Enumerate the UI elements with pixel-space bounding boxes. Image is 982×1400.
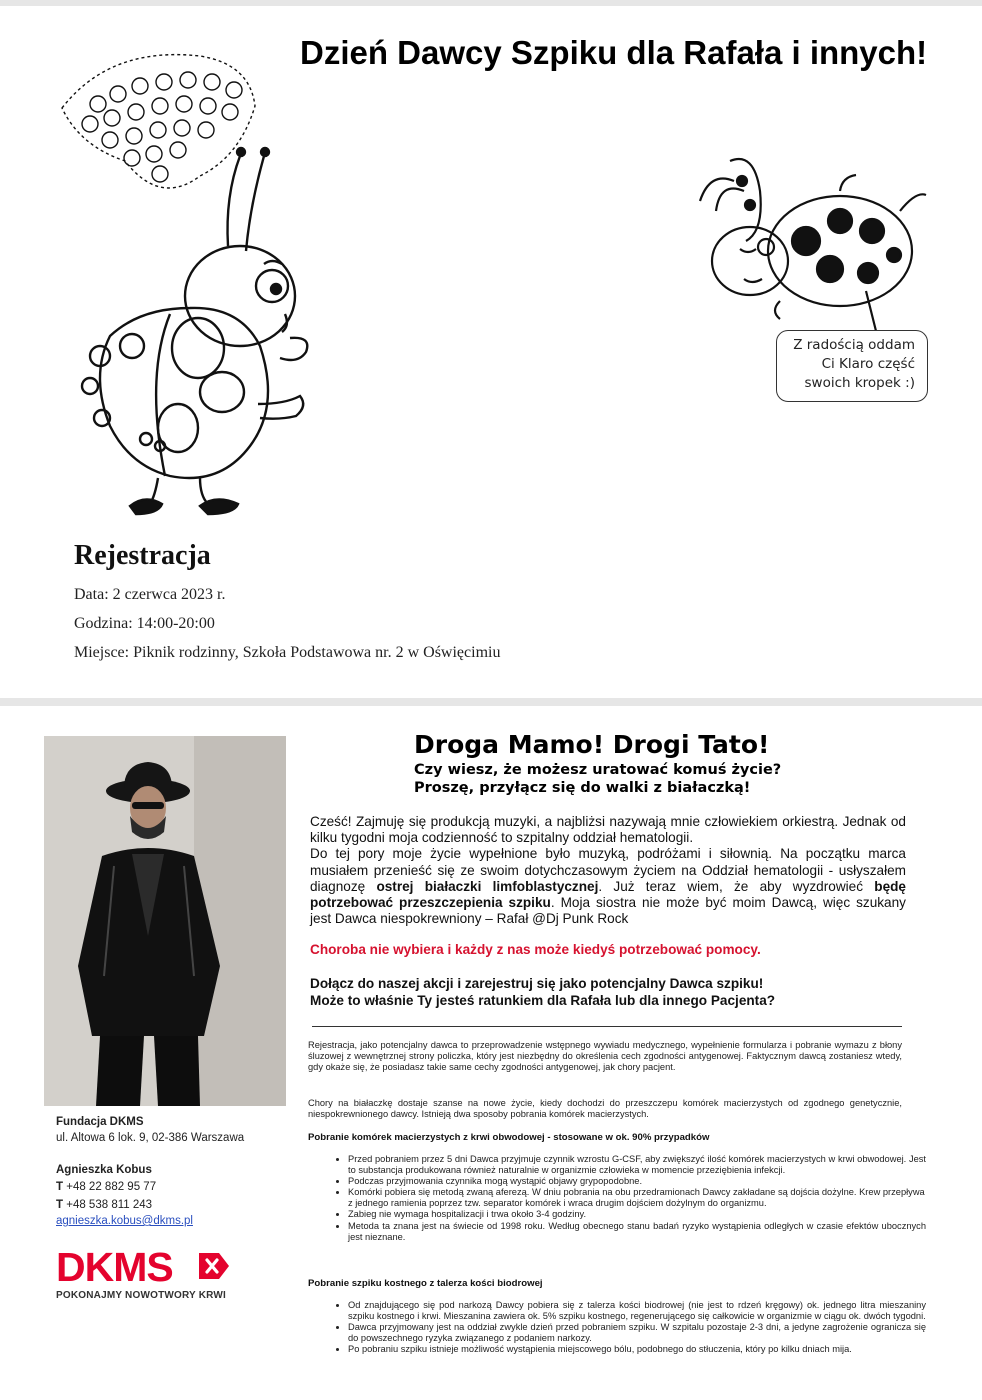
warning-text: Choroba nie wybiera i każdy z nas może kiedyś potrzebować pomocy.: [310, 942, 761, 957]
letter-subtitle-2: Proszę, przyłącz się do walki z białaczką!: [414, 780, 751, 796]
flyer-title: Dzień Dawcy Szpiku dla Rafała i innych!: [300, 34, 928, 71]
intro-text: . Już teraz wiem, że aby wyzdrowieć: [598, 878, 875, 894]
registration-time: Godzina: 14:00-20:00: [74, 615, 215, 632]
phone-number: +48 22 882 95 77: [66, 1181, 157, 1193]
list-item: • Zabieg nie wymaga hospitalizacji i trwa około 3-4 godziny.: [348, 1209, 926, 1220]
contact-person: Agnieszka Kobus: [56, 1164, 152, 1176]
info-paragraph-2: [308, 1098, 902, 1120]
logo-cross-icon: [197, 1249, 231, 1283]
list-item: • Podczas przyjmowania czynnika mogą wystąpić objawy grypopodobne.: [348, 1176, 926, 1187]
phone-label: T: [56, 1181, 64, 1193]
intro-text: Do tej pory moje życie wypełnione było muzyką, podróżami i siłownią. Na początku marca musiałem przenieść się ze swoim dotychczasowym życiem na Oddział hematologii - usłyszałem diagnozę: [310, 846, 906, 894]
registration-heading: Rejestracja: [74, 540, 211, 571]
letter-intro: [310, 814, 906, 927]
method-1-list: [324, 1154, 926, 1243]
cta-line-1: Dołącz do naszej akcji i zarejestruj się jako potencjalny Dawca szpiku!: [310, 976, 764, 991]
speech-bubble: Z radością oddam Ci Klaro część swoich kropek :): [776, 330, 928, 402]
info-text: Chory na białaczkę dostaje szanse na nowe życie, kiedy dochodzi do przeszczepu komórek macierzystych od zgodnego genetycznie, niespokrewnionego dawcy. Istnieją dwa sposoby pobrania komórek macierzystych.: [308, 1098, 902, 1120]
divider: [312, 1026, 902, 1027]
logo-wordmark: DKMS: [56, 1244, 173, 1290]
method-1-heading: Pobranie komórek macierzystych z krwi obwodowej - stosowane w ok. 90% przypadków: [308, 1132, 710, 1143]
method-2-heading: Pobranie szpiku kostnego z talerza kości biodrowej: [308, 1278, 543, 1289]
intro-emphasis: ostrej białaczki limfoblastycznej: [376, 878, 599, 894]
page-gap: [0, 698, 982, 706]
list-item: • Metoda ta znana jest na świecie od 1998 roku. Według obecnego stanu badań ryzyko wystąpienia odległych w czasie efektów ubocznych jest nieznane.: [348, 1221, 926, 1243]
intro-text: . Moja siostra nie może być moim Dawcą, więc szukany jest Dawca niespokrewniony – Rafał @Dj Punk Rock: [310, 895, 906, 927]
ladybug-cartoon-icon: [50, 46, 370, 516]
list-item: • Przed pobraniem przez 5 dni Dawca przyjmuje czynnik wzrostu G-CSF, aby zwiększyć ilość komórek macierzystych w krwi obwodowej. Jest to substancja produkowana również naturalnie w organizmie człowieka w momencie przeziębienia infekcji.: [348, 1154, 926, 1176]
intro-emphasis: będę potrzebować przeszczepienia szpiku: [310, 878, 906, 911]
letter-title: Droga Mamo! Drogi Tato!: [414, 730, 770, 759]
list-item: • Dawca przyjmowany jest na oddział zwykle dzień przed pobraniem szpiku. W szpitalu pozostaje 2-3 dni, a jedyne zagrożenie ogranicza się do powszechnego ryzyka związanego z podaniem narkozy.: [348, 1322, 926, 1344]
phone-label: T: [56, 1199, 64, 1211]
list-item: • Po pobraniu szpiku istnieje możliwość wystąpienia miejscowego bólu, podobnego do stłuczenia, który po kilku dniach mija.: [348, 1344, 926, 1355]
letter-page: [0, 706, 982, 1400]
letter-subtitle-1: Czy wiesz, że możesz uratować komuś życie?: [414, 762, 782, 778]
logo-tagline: POKONAJMY NOWOTWORY KRWI: [56, 1290, 226, 1301]
dkms-logo: [56, 1244, 246, 1304]
list-item: • Komórki pobiera się metodą zwaną aferezą. W dniu pobrania na obu przedramionach Dawcy zakładane są dojścia dożylne. Krew przepływa z jednego ramienia poprzez tzw. separator komórek i wraca drugim dojściem dożylnym do organizmu.: [348, 1187, 926, 1209]
registration-place: Miejsce: Piknik rodzinny, Szkoła Podstawowa nr. 2 w Oświęcimiu: [74, 644, 501, 661]
phone-number: +48 538 811 243: [66, 1199, 153, 1211]
call-to-action: [310, 976, 906, 1009]
registration-date: Data: 2 czerwca 2023 r.: [74, 586, 226, 603]
contact-address: ul. Altowa 6 lok. 9, 02-386 Warszawa: [56, 1132, 245, 1144]
contact-phone-2: [56, 1199, 152, 1211]
ladybug-cloud-icon: [62, 55, 255, 188]
method-2-list: [324, 1300, 926, 1355]
contact-email-link[interactable]: agnieszka.kobus@dkms.pl: [56, 1215, 193, 1227]
intro-paragraph-2: [310, 846, 906, 927]
flyer-page: [0, 6, 982, 698]
contact-phone-1: [56, 1181, 156, 1193]
cta-line-2: Może to właśnie Ty jesteś ratunkiem dla Rafała lub dla innego Pacjenta?: [310, 992, 776, 1008]
flying-ladybug-icon: [690, 151, 930, 351]
info-text: Rejestracja, jako potencjalny dawca to przeprowadzenie wstępnego wywiadu medycznego, wypełnienie formularza i pobranie wymazu z błony śluzowej z wewnętrznej strony policzka, który jest niezbędny do określenia cech zgodności antygenowej. Faktycznym dawcą zostaniesz wtedy, gdy okaże się, że posiadasz takie same cechy zgodności antygenowej, jak chory pacjent.: [308, 1040, 902, 1073]
info-paragraph-1: [308, 1040, 902, 1074]
contact-org: Fundacja DKMS: [56, 1116, 144, 1128]
list-item: • Od znajdującego się pod narkozą Dawcy pobiera się z talerza kości biodrowej (nie jest to rdzeń kręgowy) ok. jednego litra mieszaniny szpiku kostnego i krwi. Mieszanina zawiera ok. 5% szpiku kostnego, regenerującego się całkowicie w organizmie w ciągu ok. dwóch tygodni.: [348, 1300, 926, 1322]
portrait-photo: [44, 736, 286, 1106]
intro-paragraph-1: Cześć! Zajmuję się produkcją muzyki, a najbliżsi nazywają mnie człowiekiem orkiestrą. Jednak od kilku tygodni moja codzienność to szpitalny oddział hematologii.: [310, 814, 906, 846]
